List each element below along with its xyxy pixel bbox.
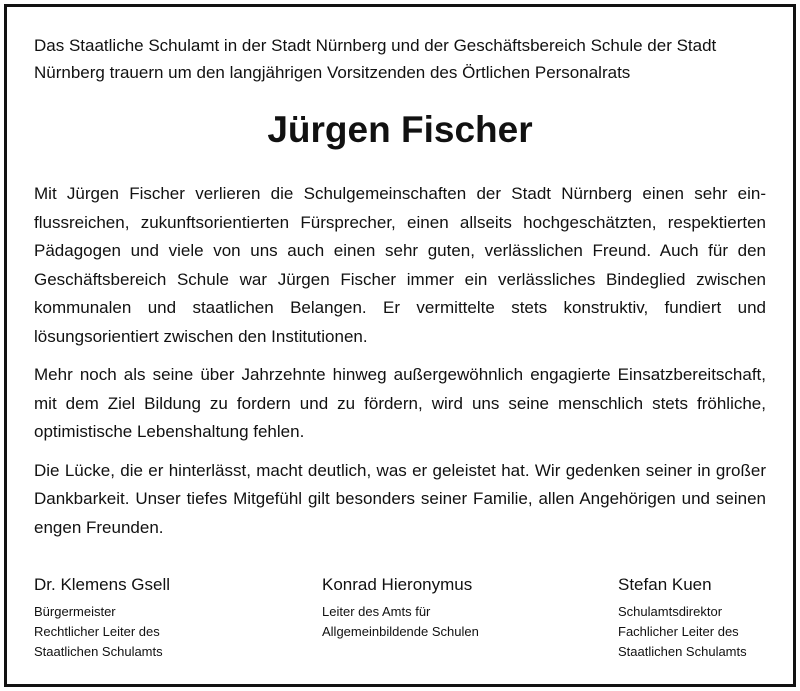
intro-line-2: Nürnberg trauern um den langjährigen Vorsitzenden des Örtlichen Personalrats [34,63,631,82]
signature-block [34,574,766,664]
signatory-3 [618,574,747,662]
obituary-notice [34,32,766,542]
intro-text [34,32,766,86]
signatory-title-line: Bürgermeister [34,604,116,619]
signatory-1 [34,574,170,662]
signatory-title-line: Schulamtsdirektor [618,604,723,619]
signatory-title-line: Staatlichen Schulamts [618,644,747,659]
intro-line-1: Das Staatliche Schulamt in der Stadt Nürnberg und der Geschäftsbereich Schule der Stadt [34,36,717,55]
signatory-2 [322,574,479,642]
deceased-name: Jürgen Fischer [267,109,533,150]
paragraph-2: Mehr noch als seine über Jahrzehnte hinweg außergewöhnlich engagierte Einsatzbereitschaft, mit dem Ziel Bildung zu fordern und zu fördern, wird uns seine menschlich stets fröhliche, optimistische Lebenshaltung fehlen. [34,365,766,441]
signatory-title-line: Rechtlicher Leiter des [34,624,160,639]
signatory-title-line: Leiter des Amts für [322,604,431,619]
signatory-title-line: Allgemeinbildende Schulen [322,624,479,639]
signatory-name: Konrad Hieronymus [322,575,473,594]
signatory-name: Dr. Klemens Gsell [34,575,171,594]
paragraph-1: Mit Jürgen Fischer verlieren die Schulgemeinschaften der Stadt Nürnberg einen sehr einflussreichen, zukunftsorientierten Fürsprecher, einen allseits hochgeschätzten, respektierten Pädagogen und viele von uns auch einen sehr guten, verlässlichen Freund. Auch für den Geschäftsbereich Schule war Jürgen Fischer immer ein verlässliches Bindeglied zwischen kommunalen und staatlichen Belangen. Er vermittelte stets konstruktiv, fundiert und lösungsorientiert zwischen den Institutionen. [34,184,766,346]
paragraph-3: Die Lücke, die er hinterlässt, macht deutlich, was er geleistet hat. Wir gedenken seiner in großer Dankbarkeit. Unser tiefes Mitgefühl gilt besonders seiner Familie, allen Angehörigen und seinen engen Freunden. [34,460,766,537]
signatory-name: Stefan Kuen [618,575,712,594]
signatory-title-line: Staatlichen Schulamts [34,644,163,659]
signatory-title-line: Fachlicher Leiter des [618,624,739,639]
